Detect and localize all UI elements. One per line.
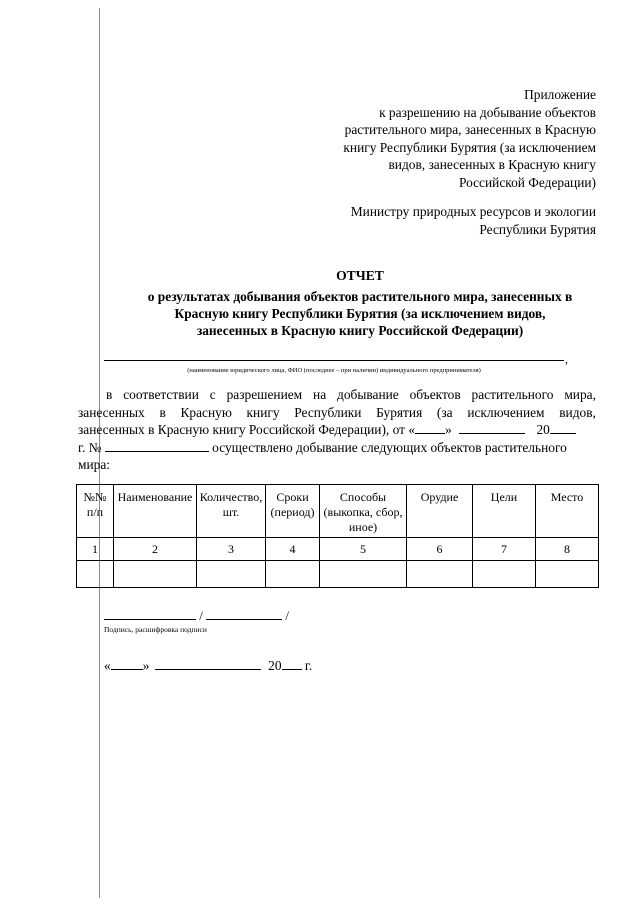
table-header-cell: Сроки (период) — [266, 485, 320, 538]
year-prefix: 20 — [536, 422, 550, 437]
table-number-cell: 5 — [320, 538, 407, 561]
appendix-line: к разрешению на добывание объектов — [379, 104, 596, 120]
body-word: Республики — [294, 404, 362, 420]
date-year-prefix: 20 — [268, 658, 282, 673]
table-header-cell: Место — [536, 485, 599, 538]
report-subtitle — [100, 288, 620, 339]
signature-field[interactable] — [104, 608, 196, 620]
body-word: разрешением — [226, 387, 303, 402]
permit-number-field[interactable] — [105, 440, 209, 452]
body-text: » — [445, 422, 452, 437]
appendix-line: Российской Федерации) — [458, 174, 596, 190]
objects-table — [76, 484, 599, 588]
body-word: с — [209, 387, 216, 402]
body-line-4 — [78, 439, 596, 457]
date-month-field[interactable] — [155, 658, 261, 670]
signature-decode-field[interactable] — [206, 608, 282, 620]
table-header-cell: Наименование — [114, 485, 197, 538]
table-number-cell: 2 — [114, 538, 197, 561]
report-title: ОТЧЕТ — [336, 268, 384, 283]
body-word: исключением — [467, 404, 545, 420]
month-field[interactable] — [459, 422, 525, 434]
table-number-cell: 3 — [197, 538, 266, 561]
signature-separator: / — [199, 608, 203, 623]
table-cell[interactable] — [320, 561, 407, 588]
table-header-cell: Способы (выкопка, сбор, иное) — [320, 485, 407, 538]
body-word: растительного — [471, 387, 554, 402]
body-word: соответствии — [123, 387, 199, 402]
body-word: занесенных — [78, 404, 145, 420]
body-word: в — [159, 404, 166, 420]
table-cell[interactable] — [473, 561, 536, 588]
applicant-name-field[interactable] — [104, 360, 564, 361]
body-word: мира, — [564, 387, 596, 402]
subtitle-line: Красную книгу Республики Бурятия (за исключением видов, — [174, 306, 546, 321]
body-word: (за — [436, 404, 453, 420]
body-line-3 — [78, 421, 596, 439]
date-quote-open: « — [104, 658, 111, 673]
body-word: добывание — [337, 387, 399, 402]
table-row — [77, 561, 599, 588]
date-quote-close: » — [142, 658, 150, 673]
signature-caption: Подпись, расшифровка подписи — [104, 625, 207, 634]
addressee-line: Министру природных ресурсов и экологии — [350, 204, 596, 219]
appendix-line: книгу Республики Бурятия (за исключением — [343, 139, 596, 155]
appendix-line: Приложение — [524, 87, 596, 102]
appendix-line: растительного мира, занесенных в Красную — [344, 122, 596, 137]
signature-line — [104, 608, 289, 624]
body-word: книгу — [246, 404, 280, 420]
appendix-line: видов, занесенных в Красную книгу — [388, 157, 596, 172]
date-year-field[interactable] — [282, 658, 302, 670]
day-field[interactable] — [415, 422, 445, 434]
appendix-block — [256, 86, 596, 191]
body-word: Красную — [180, 404, 232, 420]
table-number-cell: 1 — [77, 538, 114, 561]
body-word: Бурятия — [376, 404, 423, 420]
body-text: осуществлено добывание следующих объектов растительного — [212, 439, 567, 455]
table-cell[interactable] — [77, 561, 114, 588]
applicant-caption: (наименование юридического лица, ФИО (последнее – при наличии) индивидуального предпринимателя) — [187, 367, 481, 374]
date-line — [104, 658, 312, 674]
body-word: видов, — [559, 404, 596, 420]
table-cell[interactable] — [266, 561, 320, 588]
body-line-5 — [78, 456, 596, 474]
table-header-cell: Цели — [473, 485, 536, 538]
body-text: г. № — [78, 439, 102, 455]
body-word: объектов — [409, 387, 461, 402]
table-cell[interactable] — [407, 561, 473, 588]
body-text: занесенных в Красную книгу Российской Федерации), от « — [78, 422, 416, 437]
signature-separator: / — [285, 608, 289, 623]
table-header-cell: Орудие — [407, 485, 473, 538]
subtitle-line: занесенных в Красную книгу Российской Федерации) — [196, 323, 524, 338]
table-header-row — [77, 485, 599, 538]
body-line-2 — [78, 404, 596, 422]
table-number-cell: 6 — [407, 538, 473, 561]
table-number-cell: 4 — [266, 538, 320, 561]
table-number-row — [77, 538, 599, 561]
body-word: на — [313, 387, 327, 402]
table-number-cell: 7 — [473, 538, 536, 561]
table-header-cell: №№ п/п — [77, 485, 114, 538]
addressee-block — [256, 203, 596, 238]
table-header-cell: Количество, шт. — [197, 485, 266, 538]
body-text: мира: — [78, 457, 110, 472]
body-line-1 — [78, 386, 596, 404]
table-cell[interactable] — [536, 561, 599, 588]
year-field[interactable] — [550, 422, 576, 434]
table-cell[interactable] — [114, 561, 197, 588]
applicant-comma: , — [565, 352, 568, 366]
date-day-field[interactable] — [111, 658, 143, 670]
table-cell[interactable] — [197, 561, 266, 588]
body-word: в — [106, 387, 113, 402]
subtitle-line: о результатах добывания объектов растительного мира, занесенных в — [147, 289, 573, 304]
table-number-cell: 8 — [536, 538, 599, 561]
date-year-suffix: г. — [304, 658, 313, 673]
addressee-line: Республики Бурятия — [479, 221, 596, 237]
